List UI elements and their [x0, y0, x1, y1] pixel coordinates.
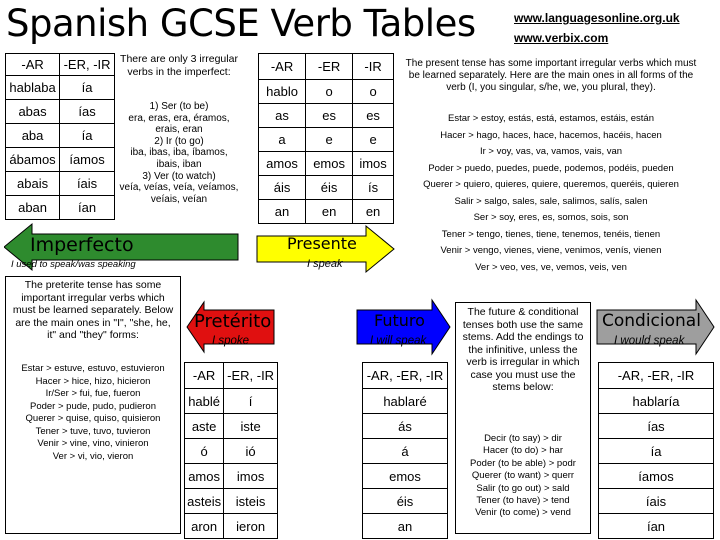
table-cell: ó [185, 439, 224, 464]
table-cell: éis [363, 489, 448, 514]
languagesonline-link[interactable]: www.languagesonline.org.uk [514, 11, 680, 25]
table-header: -ER, -IR [60, 54, 115, 76]
list-item: Ser > soy, eres, es, somos, sois, son [473, 212, 629, 223]
list-item: Poder (to be able) > podr [470, 457, 576, 469]
preterite-table [184, 362, 278, 539]
list-item: Querer > quiero, quieres, quiere, queremos, queréis, quieren [423, 179, 679, 190]
future-meaning: I will speak [370, 335, 427, 347]
verb-forms: iba, ibas, iba, íbamos, ibais, iban [130, 147, 228, 170]
table-cell: íamos [60, 148, 115, 172]
future-title: Futuro [374, 311, 425, 330]
table-cell: ían [599, 514, 714, 539]
table-cell: ís [353, 176, 394, 200]
verb-label: 1) Ser (to be) [149, 101, 209, 112]
table-cell: í [224, 389, 278, 414]
table-header: -ER, -IR [224, 363, 278, 389]
table-cell: aban [6, 196, 60, 220]
table-cell: emos [363, 464, 448, 489]
table-cell: e [353, 128, 394, 152]
table-cell: e [306, 128, 353, 152]
list-item: Ver > vi, vio, vieron [52, 450, 134, 462]
table-cell: aba [6, 124, 60, 148]
table-cell: ían [60, 196, 115, 220]
table-cell: hablaba [6, 76, 60, 100]
table-header: -AR, -ER, -IR [599, 363, 714, 389]
future-conditional-info-box [455, 302, 591, 534]
table-cell: imos [224, 464, 278, 489]
table-header: -AR [6, 54, 60, 76]
list-item: Hacer > hice, hizo, hicieron [35, 375, 151, 387]
verb-label: 3) Ver (to watch) [142, 170, 216, 182]
table-cell: o [353, 80, 394, 104]
conditional-meaning: I would speak [614, 335, 685, 347]
preterite-intro: The preterite tense has some important irregular verbs which must be learned separately. Below are the main ones in "I", "she, he, it" and "they" forms: [12, 279, 174, 341]
table-cell: íamos [599, 464, 714, 489]
table-cell: ías [60, 100, 115, 124]
table-header: -ER [306, 54, 353, 80]
list-item: Ver > veo, ves, ve, vemos, veis, ven [475, 261, 627, 273]
list-item: Poder > pude, pudo, pudieron [30, 400, 156, 412]
table-cell: éis [306, 176, 353, 200]
table-header: -AR [185, 363, 224, 389]
list-item: Querer > quise, quiso, quisieron [25, 413, 161, 424]
imperfect-table [5, 53, 115, 220]
list-item: Venir (to come) > vend [475, 507, 571, 519]
table-cell: aste [185, 414, 224, 439]
imperfect-title: Imperfecto [30, 234, 134, 256]
table-cell: ieron [224, 514, 278, 539]
table-cell: aron [185, 514, 224, 539]
list-item: Tener (to have) > tend [476, 495, 570, 507]
table-cell: áis [259, 176, 306, 200]
verb-label: 2) Ir (to go) [154, 135, 204, 147]
table-cell: as [259, 104, 306, 128]
table-cell: ábamos [6, 148, 60, 172]
table-cell: emos [306, 152, 353, 176]
list-item: Poder > puedo, puedes, puede, podemos, podéis, pueden [428, 162, 674, 174]
present-table [258, 53, 394, 224]
table-cell: en [353, 200, 394, 224]
preterite-info-box [5, 276, 181, 534]
present-intro: The present tense has some important irregular verbs which must be learned separately. Here are the main ones in all forms of the verb (I, you singular, s/he, we, you plural, they). [405, 58, 697, 93]
table-cell: hablaría [599, 389, 714, 414]
preterite-irregular-list [8, 363, 178, 463]
table-cell: ía [60, 76, 115, 100]
present-irregular-list [400, 111, 702, 276]
table-cell: an [363, 514, 448, 539]
table-cell: ás [363, 414, 448, 439]
table-cell: íais [60, 172, 115, 196]
list-item: Estar > estoy, estás, está, estamos, estáis, están [447, 113, 655, 124]
imperfect-irregular-list [118, 101, 240, 205]
list-item: Decir (to say) > dir [484, 433, 562, 444]
table-cell: asteis [185, 489, 224, 514]
table-cell: íais [599, 489, 714, 514]
list-item: Venir > vine, vino, vinieron [37, 438, 149, 449]
conditional-table [598, 362, 714, 539]
table-cell: imos [353, 152, 394, 176]
list-item: Venir > vengo, vienes, viene, venimos, venís, vienen [440, 245, 662, 256]
table-header: -AR [259, 54, 306, 80]
verb-forms: veía, veías, veía, veíamos, veíais, veían [119, 182, 239, 205]
table-cell: amos [185, 464, 224, 489]
table-cell: abas [6, 100, 60, 124]
list-item: Ir > voy, vas, va, vamos, vais, van [479, 146, 623, 157]
table-cell: hablé [185, 389, 224, 414]
table-cell: isteis [224, 489, 278, 514]
page-title: Spanish GCSE Verb Tables [6, 2, 476, 45]
table-cell: es [306, 104, 353, 128]
imperfect-irregular-intro: There are only 3 irregular verbs in the imperfect: [120, 53, 238, 78]
list-item: Estar > estuve, estuvo, estuvieron [21, 363, 165, 374]
table-cell: ió [224, 439, 278, 464]
list-item: Querer (to want) > querr [471, 470, 575, 482]
table-cell: a [259, 128, 306, 152]
table-cell: ía [60, 124, 115, 148]
list-item: Ir/Ser > fui, fue, fueron [45, 388, 141, 399]
table-cell: amos [259, 152, 306, 176]
verb-forms: era, eras, era, éramos, erais, eran [128, 112, 230, 136]
imperfect-meaning: I used to speak/was speaking [11, 259, 136, 270]
table-cell: iste [224, 414, 278, 439]
table-header: -AR, -ER, -IR [363, 363, 448, 389]
table-cell: an [259, 200, 306, 224]
table-header: -IR [353, 54, 394, 80]
table-cell: es [353, 104, 394, 128]
list-item: Hacer (to do) > har [483, 445, 563, 457]
table-cell: á [363, 439, 448, 464]
list-item: Tener > tengo, tienes, tiene, tenemos, tenéis, tienen [441, 228, 661, 240]
table-cell: hablo [259, 80, 306, 104]
future-conditional-intro: The future & conditional tenses both use the same stems. Add the endings to the infinitive, unless the verb is irregular in which case you must use the stems below: [462, 306, 584, 393]
present-meaning: I speak [307, 258, 343, 270]
list-item: Hacer > hago, haces, hace, hacemos, hacéis, hacen [440, 129, 662, 141]
preterite-meaning: I spoke [212, 335, 250, 347]
list-item: Tener > tuve, tuvo, tuvieron [35, 425, 151, 437]
table-cell: o [306, 80, 353, 104]
conditional-title: Condicional [602, 311, 701, 331]
table-cell: ía [599, 439, 714, 464]
table-cell: en [306, 200, 353, 224]
future-conditional-stem-list [457, 433, 589, 520]
preterite-title: Pretérito [194, 311, 272, 332]
table-cell: ías [599, 414, 714, 439]
list-item: Salir (to go out) > sald [476, 482, 570, 494]
table-cell: hablaré [363, 389, 448, 414]
verbix-link[interactable]: www.verbix.com [514, 31, 609, 45]
table-cell: abais [6, 172, 60, 196]
present-title: Presente [287, 234, 357, 253]
list-item: Salir > salgo, sales, sale, salimos, salís, salen [454, 195, 648, 207]
future-table [362, 362, 448, 539]
